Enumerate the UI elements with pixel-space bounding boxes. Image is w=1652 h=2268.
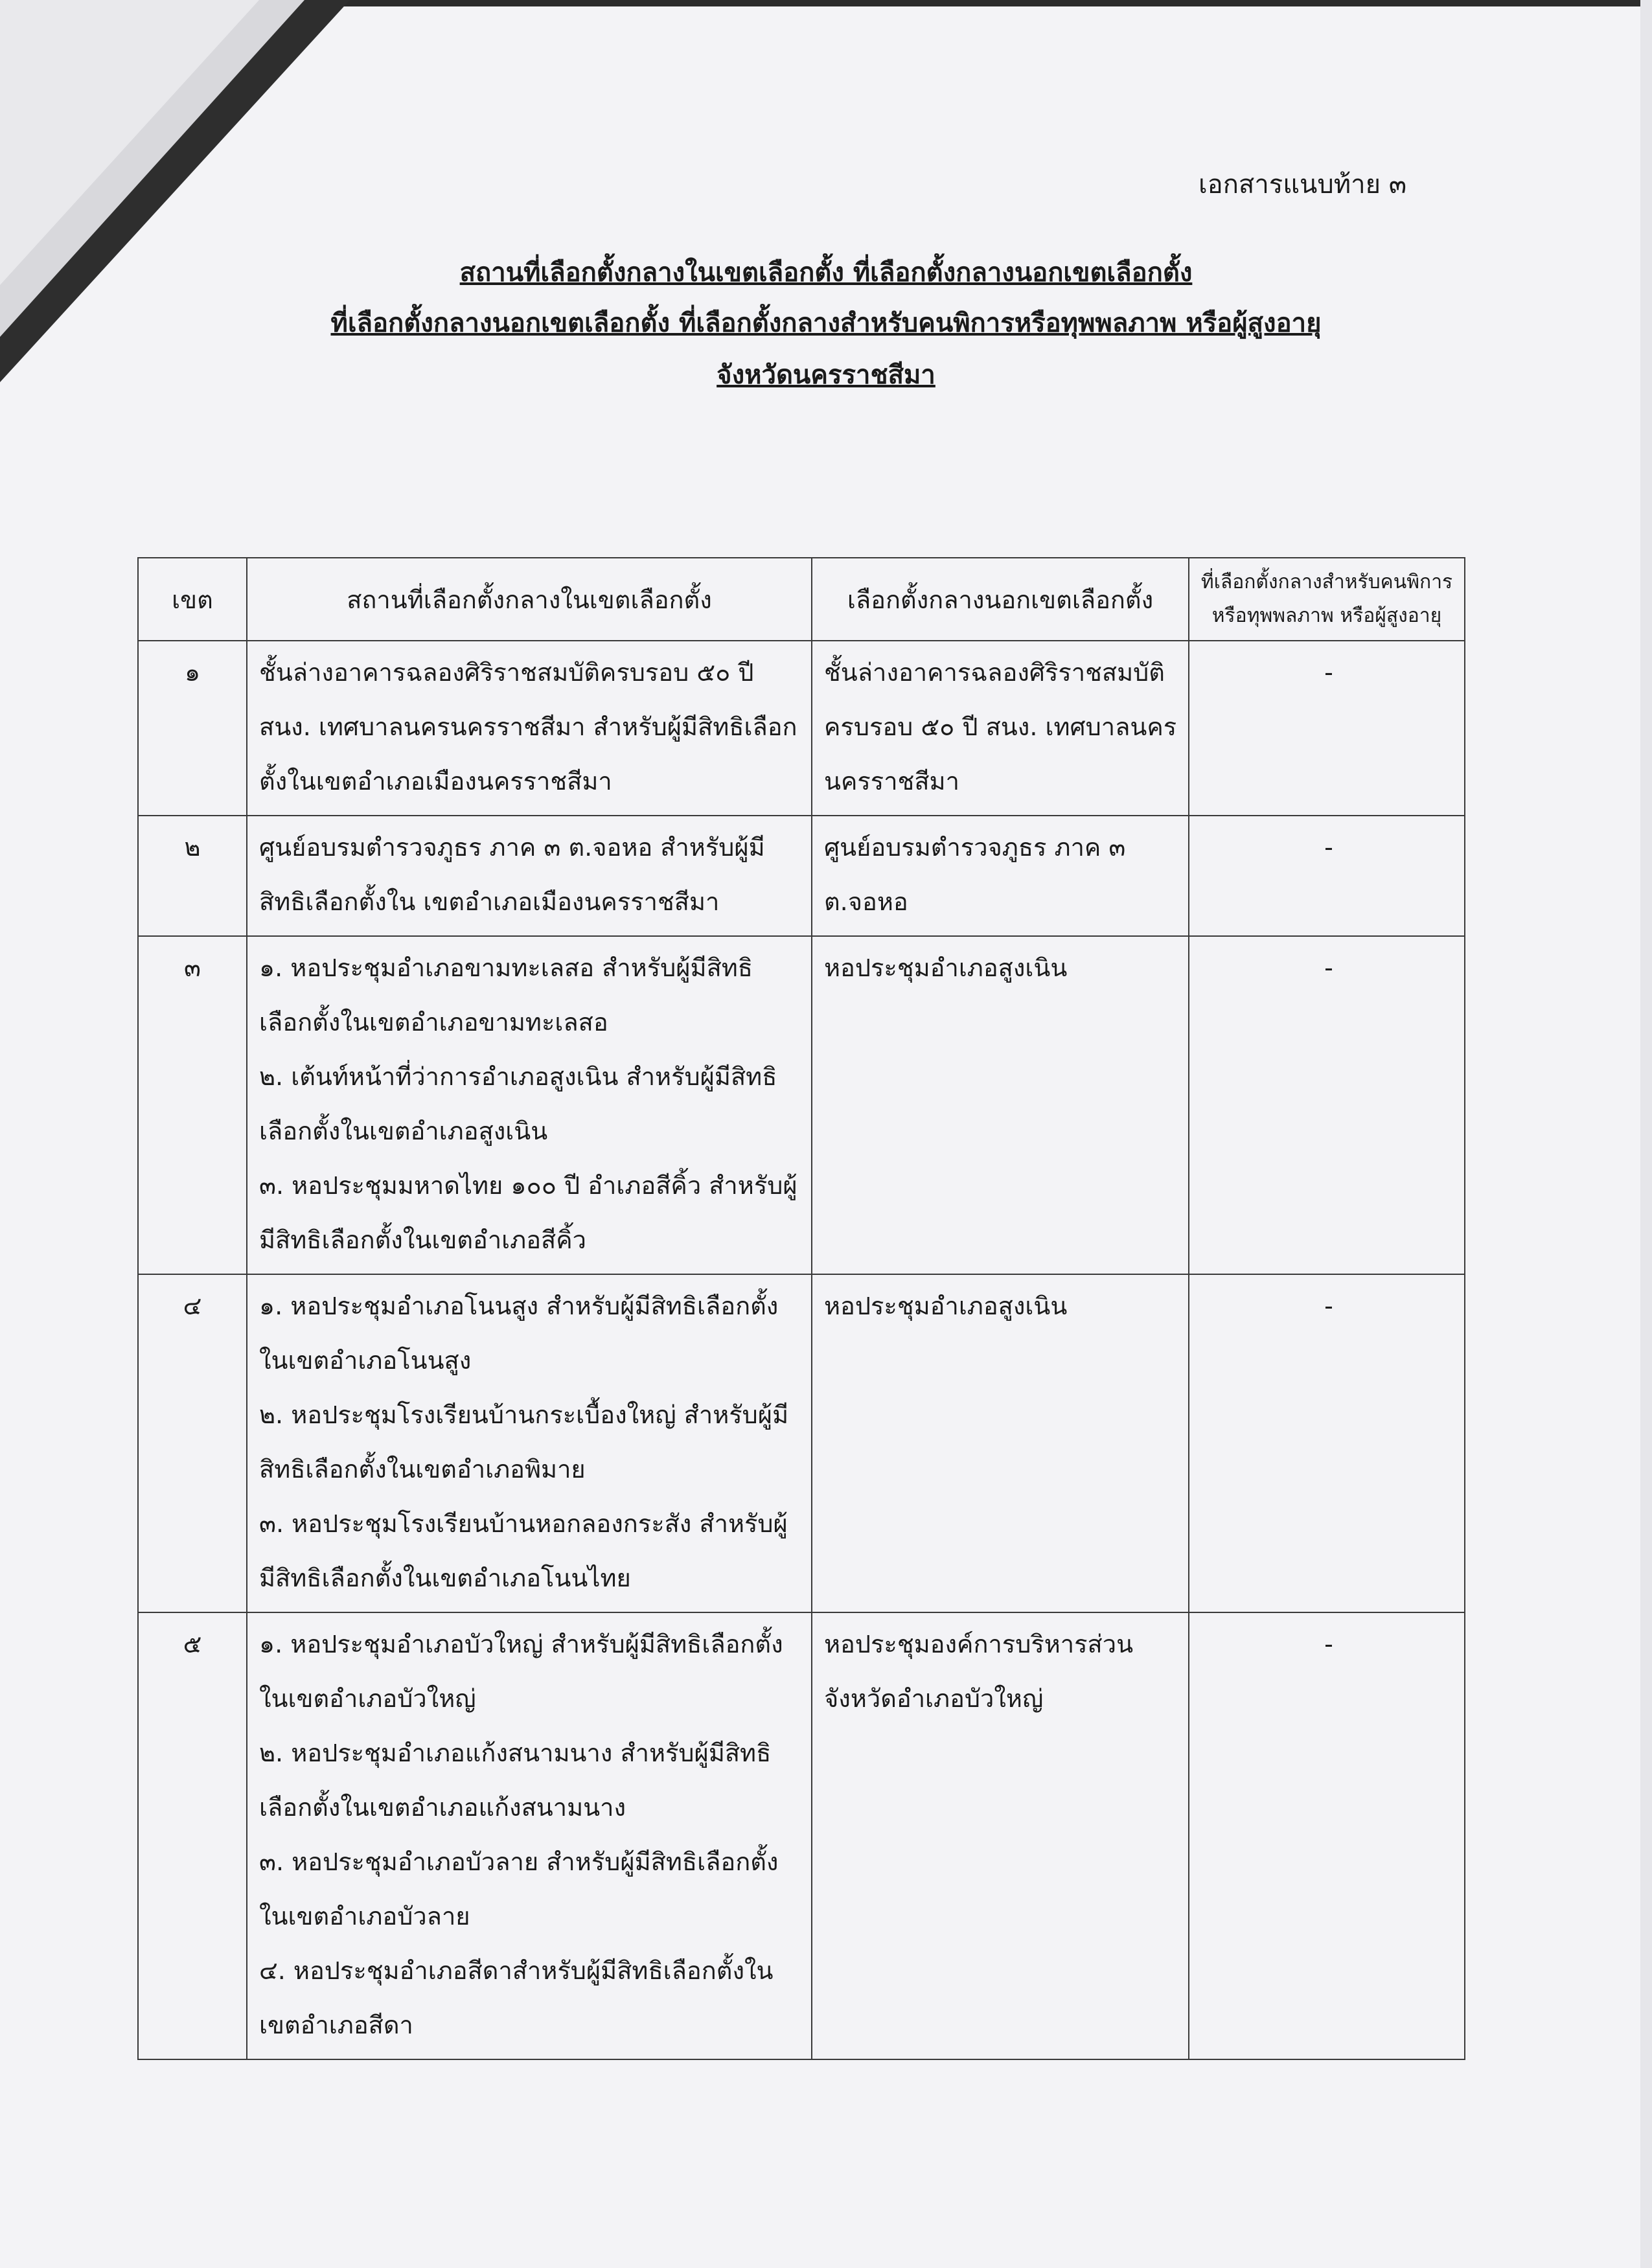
attachment-label: เอกสารแนบท้าย ๓ bbox=[1199, 170, 1407, 200]
in-district-entry: ๓. หอประชุมมหาดไทย ๑๐๐ ปี อำเภอสีคิ้ว สำหรับผู้มีสิทธิเลือกตั้งในเขตอำเภอสีคิ้ว bbox=[259, 1171, 797, 1254]
document-title-line-1: สถานที่เลือกตั้งกลางในเขตเลือกตั้ง ที่เลือกตั้งกลางนอกเขตเลือกตั้ง bbox=[459, 258, 1193, 288]
zone-cell: ๒ bbox=[138, 816, 247, 936]
document-title-line-3: จังหวัดนครราชสีมา bbox=[717, 360, 935, 390]
table-row bbox=[138, 1612, 1465, 2059]
in-district-cell bbox=[247, 1612, 812, 2059]
document-title-line-2: ที่เลือกตั้งกลางนอกเขตเลือกตั้ง ที่เลือกตั้งกลางสำหรับคนพิการหรือทุพพลภาพ หรือผู้สูงอายุ bbox=[330, 308, 1322, 338]
header-disabled-line-2: หรือทุพพลภาพ หรือผู้สูงอายุ bbox=[1211, 604, 1442, 627]
in-district-entry: ๓. หอประชุมอำเภอบัวลาย สำหรับผู้มีสิทธิเลือกตั้งในเขตอำเภอบัวลาย bbox=[259, 1848, 779, 1930]
out-district-cell: ศูนย์อบรมตำรวจภูธร ภาค ๓ ต.จอหอ bbox=[812, 816, 1189, 936]
header-zone: เขต bbox=[138, 558, 247, 641]
in-district-entry: ๒. เต้นท์หน้าที่ว่าการอำเภอสูงเนิน สำหรับผู้มีสิทธิเลือกตั้งในเขตอำเภอสูงเนิน bbox=[259, 1062, 777, 1145]
in-district-entry: ๑. หอประชุมอำเภอโนนสูง สำหรับผู้มีสิทธิเลือกตั้งในเขตอำเภอโนนสูง bbox=[259, 1292, 779, 1375]
in-district-entry: ๑. หอประชุมอำเภอขามทะเลสอ สำหรับผู้มีสิทธิเลือกตั้งในเขตอำเภอขามทะเลสอ bbox=[259, 954, 753, 1037]
out-district-cell: หอประชุมองค์การบริหารส่วนจังหวัดอำเภอบัวใหญ่ bbox=[812, 1612, 1189, 2059]
out-district-cell: หอประชุมอำเภอสูงเนิน bbox=[812, 936, 1189, 1274]
in-district-entry: ๓. หอประชุมโรงเรียนบ้านหอกลองกระสัง สำหรับผู้มีสิทธิเลือกตั้งในเขตอำเภอโนนไทย bbox=[259, 1509, 788, 1592]
disabled-cell: - bbox=[1189, 1612, 1465, 2059]
in-district-cell bbox=[247, 936, 812, 1274]
out-district-cell: หอประชุมอำเภอสูงเนิน bbox=[812, 1274, 1189, 1612]
table-header-row bbox=[138, 558, 1465, 641]
zone-cell: ๕ bbox=[138, 1612, 247, 2059]
disabled-cell: - bbox=[1189, 641, 1465, 816]
table-row bbox=[138, 936, 1465, 1274]
zone-cell: ๓ bbox=[138, 936, 247, 1274]
in-district-entry: ๑. หอประชุมอำเภอบัวใหญ่ สำหรับผู้มีสิทธิเลือกตั้งในเขตอำเภอบัวใหญ่ bbox=[259, 1630, 783, 1713]
folded-page-corner-highlight bbox=[0, 0, 259, 285]
zone-cell: ๑ bbox=[138, 641, 247, 816]
disabled-cell: - bbox=[1189, 816, 1465, 936]
in-district-entry: ๔. หอประชุมอำเภอสีดาสำหรับผู้มีสิทธิเลือกตั้งในเขตอำเภอสีดา bbox=[259, 1956, 774, 2039]
polling-places-table bbox=[137, 557, 1465, 2060]
zone-cell: ๔ bbox=[138, 1274, 247, 1612]
table-row bbox=[138, 641, 1465, 816]
in-district-entry: ชั้นล่างอาคารฉลองศิริราชสมบัติครบรอบ ๕๐ ปี สนง. เทศบาลนครนครราชสีมา สำหรับผู้มีสิทธิเลือกตั้งในเขตอำเภอเมืองนครราชสีมา bbox=[259, 658, 797, 796]
in-district-entry: ศูนย์อบรมตำรวจภูธร ภาค ๓ ต.จอหอ สำหรับผู้มีสิทธิเลือกตั้งใน เขตอำเภอเมืองนครราชสีมา bbox=[259, 833, 765, 916]
header-out-district: เลือกตั้งกลางนอกเขตเลือกตั้ง bbox=[812, 558, 1189, 641]
header-disabled-elderly bbox=[1189, 558, 1465, 641]
in-district-cell bbox=[247, 816, 812, 936]
table-row bbox=[138, 816, 1465, 936]
table-row bbox=[138, 1274, 1465, 1612]
disabled-cell: - bbox=[1189, 936, 1465, 1274]
header-in-district: สถานที่เลือกตั้งกลางในเขตเลือกตั้ง bbox=[247, 558, 812, 641]
out-district-cell: ชั้นล่างอาคารฉลองศิริราชสมบัติครบรอบ ๕๐ ปี สนง. เทศบาลนครนครราชสีมา bbox=[812, 641, 1189, 816]
in-district-entry: ๒. หอประชุมอำเภอแก้งสนามนาง สำหรับผู้มีสิทธิเลือกตั้งในเขตอำเภอแก้งสนามนาง bbox=[259, 1739, 772, 1822]
in-district-entry: ๒. หอประชุมโรงเรียนบ้านกระเบื้องใหญ่ สำหรับผู้มีสิทธิเลือกตั้งในเขตอำเภอพิมาย bbox=[259, 1401, 789, 1483]
in-district-cell bbox=[247, 1274, 812, 1612]
disabled-cell: - bbox=[1189, 1274, 1465, 1612]
in-district-cell bbox=[247, 641, 812, 816]
header-disabled-line-1: ที่เลือกตั้งกลางสำหรับคนพิการ bbox=[1200, 571, 1453, 593]
